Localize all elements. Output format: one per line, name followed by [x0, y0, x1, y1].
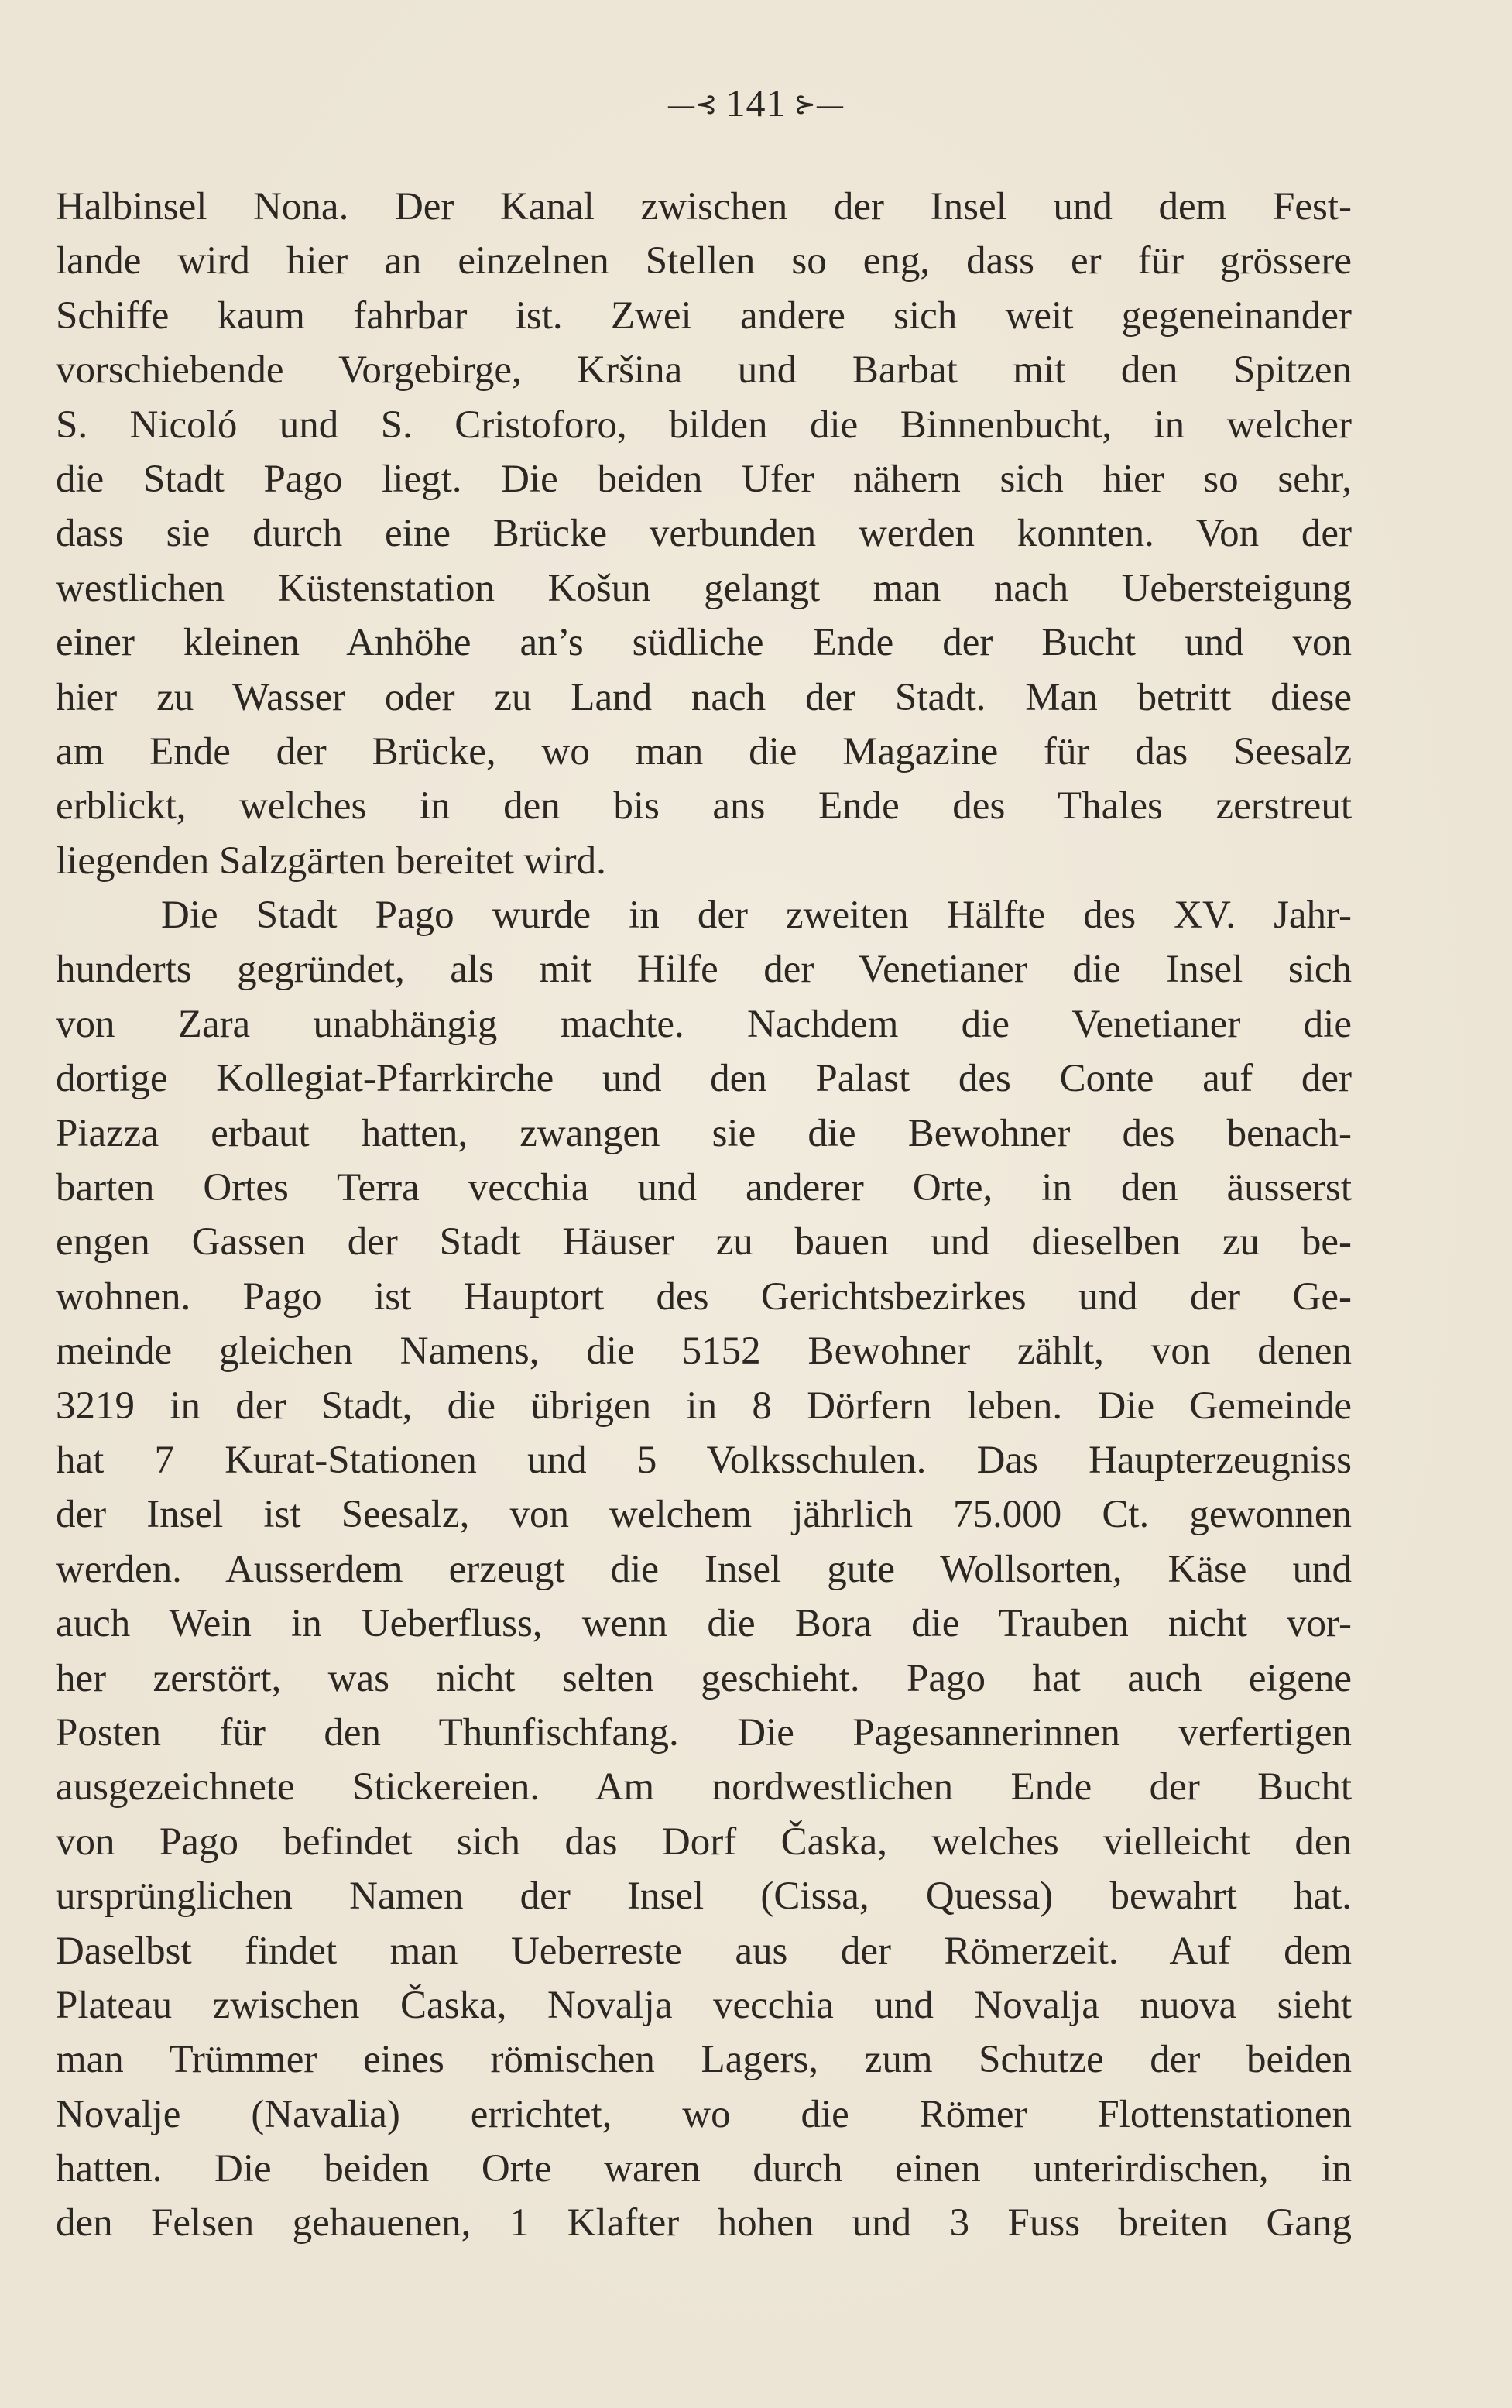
text-line: vorschiebende Vorgebirge, Kršina und Barbat mit den Spitzen	[56, 348, 1352, 393]
text-line: dass sie durch eine Brücke verbunden werden konnten. Von der	[56, 512, 1352, 556]
text-line: den Felsen gehauenen, 1 Klafter hohen und 3 Fuss breiten Gang	[56, 2201, 1352, 2245]
text-line: meinde gleichen Namens, die 5152 Bewohner zählt, von denen	[56, 1329, 1352, 1374]
body-text	[56, 180, 1352, 2251]
text-line: hunderts gegründet, als mit Hilfe der Venetianer die Insel sich	[56, 948, 1352, 992]
text-line: Piazza erbaut hatten, zwangen sie die Bewohner des benach-	[56, 1111, 1352, 1155]
text-line: Plateau zwischen Časka, Novalja vecchia und Novalja nuova sieht	[56, 1983, 1352, 2027]
text-line: hat 7 Kurat-Stationen und 5 Volksschulen. Das Haupterzeugniss	[56, 1438, 1352, 1482]
text-line: von Pago befindet sich das Dorf Časka, welches vielleicht den	[56, 1820, 1352, 1864]
paragraph-end-line: liegenden Salzgärten bereitet wird.	[56, 839, 606, 883]
header-ornament-left: —⊰	[668, 90, 718, 119]
text-line: ausgezeichnete Stickereien. Am nordwestlichen Ende der Bucht	[56, 1765, 1352, 1809]
page-number: 141	[725, 81, 787, 125]
text-line: lande wird hier an einzelnen Stellen so eng, dass er für grössere	[56, 239, 1352, 283]
text-line: barten Ortes Terra vecchia und anderer Orte, in den äusserst	[56, 1166, 1352, 1210]
text-line: hier zu Wasser oder zu Land nach der Stadt. Man betritt diese	[56, 675, 1352, 719]
text-line: Novalje (Navalia) errichtet, wo die Römer Flottenstationen	[56, 2092, 1352, 2136]
text-line: her zerstört, was nicht selten geschieht. Pago hat auch eigene	[56, 1656, 1352, 1700]
page-header	[0, 81, 1512, 125]
text-line: erblickt, welches in den bis ans Ende des Thales zerstreut	[56, 784, 1352, 828]
text-line: man Trümmer eines römischen Lagers, zum Schutze der beiden	[56, 2038, 1352, 2082]
text-line: S. Nicoló und S. Cristoforo, bilden die Binnenbucht, in welcher	[56, 403, 1352, 447]
text-line: am Ende der Brücke, wo man die Magazine für das Seesalz	[56, 729, 1352, 774]
text-line: engen Gassen der Stadt Häuser zu bauen und dieselben zu be-	[56, 1220, 1352, 1264]
text-line: Daselbst findet man Ueberreste aus der Römerzeit. Auf dem	[56, 1929, 1352, 1973]
header-ornament-right: ⊱—	[794, 90, 844, 119]
text-line: werden. Ausserdem erzeugt die Insel gute Wollsorten, Käse und	[56, 1547, 1352, 1591]
text-line: Posten für den Thunfischfang. Die Pagesannerinnen verfertigen	[56, 1710, 1352, 1755]
text-line: Halbinsel Nona. Der Kanal zwischen der Insel und dem Fest-	[56, 185, 1352, 228]
text-line: wohnen. Pago ist Hauptort des Gerichtsbezirkes und der Ge-	[56, 1274, 1352, 1319]
text-line: von Zara unabhängig machte. Nachdem die Venetianer die	[56, 1002, 1352, 1046]
text-line: westlichen Küstenstation Košun gelangt man nach Uebersteigung	[56, 566, 1352, 610]
text-line: 3219 in der Stadt, die übrigen in 8 Dörfern leben. Die Gemeinde	[56, 1384, 1352, 1428]
text-line: dortige Kollegiat-Pfarrkirche und den Palast des Conte auf der	[56, 1057, 1352, 1101]
text-line: ursprünglichen Namen der Insel (Cissa, Quessa) bewahrt hat.	[56, 1875, 1352, 1919]
text-line: auch Wein in Ueberfluss, wenn die Bora die Trauben nicht vor-	[56, 1602, 1352, 1646]
text-line: der Insel ist Seesalz, von welchem jährlich 75.000 Ct. gewonnen	[56, 1493, 1352, 1537]
text-line: Schiffe kaum fahrbar ist. Zwei andere sich weit gegeneinander	[56, 293, 1352, 338]
text-line: einer kleinen Anhöhe an’s südliche Ende der Bucht und von	[56, 621, 1352, 665]
text-line: hatten. Die beiden Orte waren durch einen unterirdischen, in	[56, 2147, 1352, 2191]
text-line: die Stadt Pago liegt. Die beiden Ufer nähern sich hier so sehr,	[56, 457, 1352, 501]
paragraph-start-line: Die Stadt Pago wurde in der zweiten Hälfte des XV. Jahr-	[161, 894, 1352, 938]
